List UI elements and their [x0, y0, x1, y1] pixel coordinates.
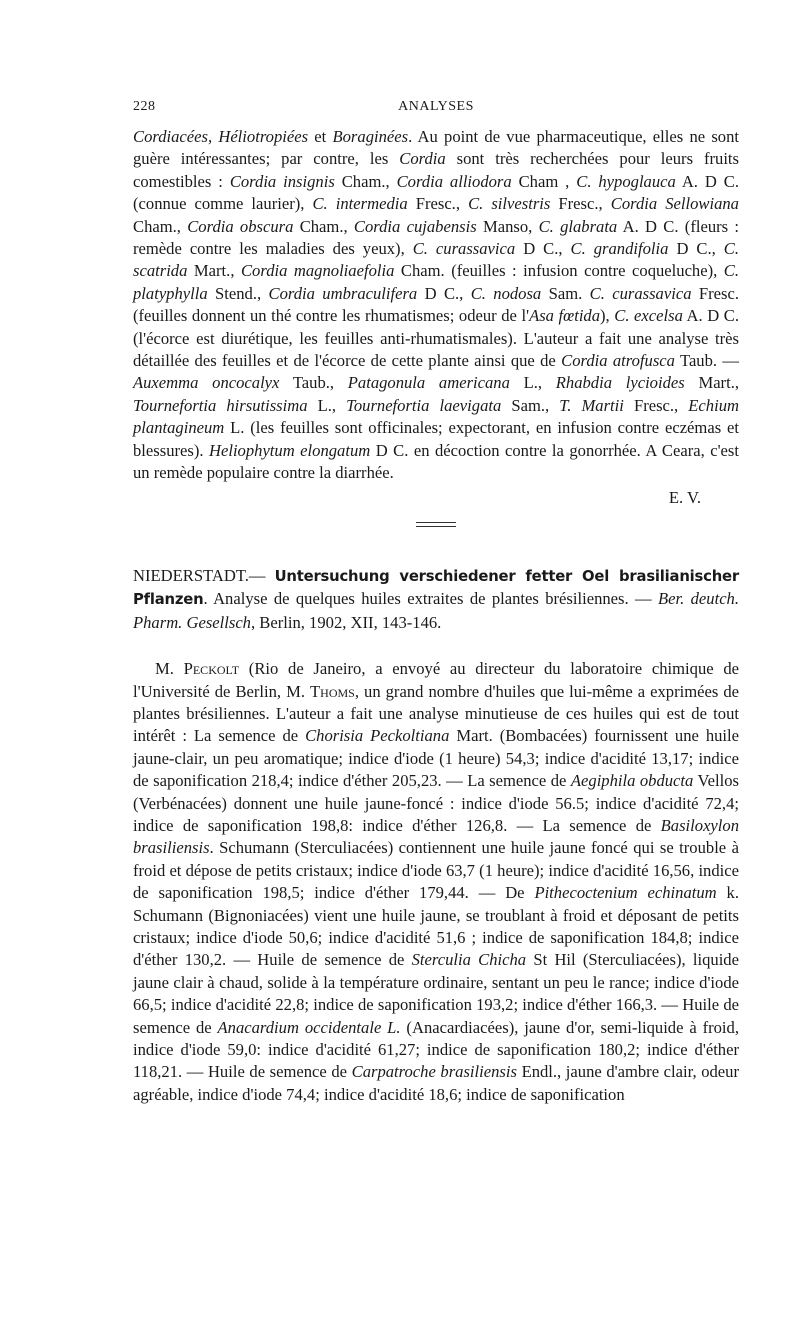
text-run: (Anacardiacées), jaune d'or, semi-liquide à froid, indice d'iode 59,0: indice d'acidité 61,27; indice de saponification 180,2; indice d'éther 118,21. — Huile de semence de: [133, 1017, 739, 1082]
text-run: Mart. (Bombacées) fournissent une huile jaune-clair, un peu aromatique; indice d'iode (1 heure) 54,3; indice d'acidité 13,17; indice de saponification 218,4; indice d'éther 205,23. — La semence de: [133, 726, 739, 791]
italic-run: Pithecoctenium echinatum: [534, 883, 717, 903]
text-run: A. D C. (fleurs : remède contre les maladies des yeux),: [133, 216, 739, 259]
text-run: L.,: [307, 395, 347, 415]
italic-run: Tournefortia hirsutissima: [133, 395, 308, 415]
page: [133, 96, 739, 1106]
author-name: Peckolt: [183, 659, 240, 679]
text-run: M.: [155, 659, 184, 679]
text-run: Stend.,: [207, 283, 269, 303]
text-run: A. D C. (connue comme laurier),: [133, 171, 739, 214]
text-run: Sam.: [541, 283, 590, 303]
text-run: . Schumann (Sterculiacées) contiennent une huile jaune foncé qui se trouble à froid et dépose de petits cristaux; indice d'iode 63,7 (1 heure); indice d'acidité 16,56, indice de saponification 198,5; indice d'éther 179,44. — De: [133, 838, 739, 903]
text-run: Mart.,: [684, 373, 739, 393]
text-run: D C. en décoction contre la gonorrhée. A Ceara, c'est un remède populaire contre la diarrhée.: [133, 440, 739, 483]
text-run: Fresc. (feuilles donnent un thé contre les rhumatismes; odeur de l': [133, 283, 739, 326]
article-1-body: [133, 126, 739, 485]
italic-run: Cordia atrofusca: [561, 351, 675, 371]
italic-run: Carpatroche brasiliensis: [351, 1062, 517, 1082]
italic-run: Cordia cujabensis: [353, 216, 477, 236]
italic-run: Heliophytum elongatum: [208, 440, 371, 460]
italic-run: Ber. deutch. Pharm. Gesellsch: [133, 589, 740, 632]
italic-run: Anacardium occidentale L.: [217, 1017, 401, 1037]
italic-run: Chorisia Peckoltiana: [305, 726, 450, 746]
text-run: Cham ,: [511, 171, 577, 191]
text-run: A. D C. (l'écorce est diurétique, les feuilles anti-rhumatismales). L'auteur a fait une analyse très détaillée des feuilles et de l'écorce de cette plante ainsi que de: [133, 306, 739, 371]
text-run: ),: [600, 306, 615, 326]
italic-run: C. hypoglauca: [576, 171, 676, 191]
text-run: Fresc.,: [623, 395, 689, 415]
text-run: sont très recherchées pour leurs fruits comestibles :: [133, 149, 739, 191]
italic-run: Cordia umbraculifera: [268, 283, 418, 303]
page-number: 228: [133, 99, 156, 114]
italic-run: Cordia insignis: [229, 171, 335, 191]
italic-run: C. excelsa: [614, 306, 683, 326]
text-run: . Analyse de quelques huiles extraites de plantes brésiliennes. —: [203, 589, 658, 609]
article-1-signature: E. V.: [668, 487, 701, 507]
text-run: Taub. —: [674, 351, 739, 371]
text-run: Fresc.,: [550, 194, 611, 214]
text-run: D C.,: [515, 239, 571, 259]
text-run: Cham.,: [133, 216, 188, 236]
italic-run: Tournefortia laevigata: [346, 395, 502, 415]
italic-run: Sterculia Chicha: [411, 950, 527, 970]
article-2-body: [133, 658, 739, 1106]
text-run: . Au point de vue pharmaceutique, elles ne sont guère intéressantes; par contre, les: [133, 127, 739, 169]
text-run: Manso,: [476, 216, 539, 236]
author-name: NIEDERSTADT.—: [133, 565, 275, 585]
italic-run: C. curassavica: [589, 283, 692, 303]
text-run: Fresc.,: [407, 194, 469, 214]
author-name: Thoms: [310, 681, 355, 701]
italic-run: Aegiphila obducta: [570, 771, 694, 791]
italic-run: Cordia alliodora: [396, 171, 512, 191]
text-run: D C.,: [417, 283, 471, 303]
italic-run: Cordia: [399, 149, 446, 169]
italic-run: C. scatrida: [133, 239, 740, 281]
text-run: , un grand nombre d'huiles que lui-même a exprimées de plantes brésiliennes. L'auteur a fait une analyse minutieuse de ces huiles qui est de tout intérêt : La semence de: [133, 681, 739, 746]
text-run: D C.,: [668, 239, 724, 259]
running-title: ANALYSES: [398, 99, 474, 114]
italic-run: Boraginées: [332, 127, 409, 146]
italic-run: C. nodosa: [470, 283, 542, 303]
italic-run: Cordiacées, Héliotropiées: [133, 127, 309, 146]
text-run: Vellos (Verbénacées) donnent une huile jaune-foncé : indice d'iode 56.5; indice d'acidité 72,4; indice de saponification 198,8: indice d'éther 126,8. — La semence de: [133, 771, 739, 835]
text-run: Cham. (feuilles : infusion contre coqueluche),: [394, 261, 724, 281]
section-divider: [416, 522, 456, 523]
italic-run: Asa fœtida: [529, 306, 601, 326]
text-run: Cham.,: [334, 171, 397, 191]
text-run: St Hil (Sterculiacées), liquide jaune clair à chaud, solide à la température ordinaire, sentant un peu le rance; indice d'iode 66,5; indice d'acidité 22,8; indice de saponification 193,2; indice d'éther 166,3. — Huile de semence de: [133, 950, 739, 1037]
running-head: [133, 96, 739, 118]
italic-run: C. glabrata: [538, 216, 618, 236]
text-run: (Rio de Janeiro, a envoyé au directeur du laboratoire chimique de l'Université de Berlin, M.: [133, 659, 739, 701]
italic-run: C. intermedia: [312, 194, 408, 214]
text-run: Sam.,: [501, 395, 560, 415]
italic-run: Cordia obscura: [187, 216, 294, 236]
italic-run: C. platyphylla: [133, 261, 739, 303]
text-run: L.,: [509, 373, 556, 393]
italic-run: C. silvestris: [468, 194, 551, 214]
text-run: k. Schumann (Bignoniacées) vient une huile jaune, se troublant à froid et déposant de petits cristaux; indice d'iode 50,6; indice d'acidité 51,6 ; indice de saponification 184,8; indice d'éther 130,2. — Huile de semence de: [133, 883, 739, 970]
bold-title: Untersuchung verschiedener fetter Oel brasilianischer Pflanzen: [133, 567, 739, 609]
article-2-heading: [133, 565, 739, 634]
italic-run: C. grandifolia: [570, 239, 669, 259]
text-run: , Berlin, 1902, XII, 143-146.: [250, 612, 442, 632]
text-run: et: [308, 127, 333, 146]
italic-run: T. Martii: [559, 395, 624, 415]
text-run: Mart.,: [187, 261, 241, 281]
text-run: Endl., jaune d'ambre clair, odeur agréable, indice d'iode 74,4; indice d'acidité 18,6; indice de saponification: [133, 1062, 739, 1104]
text-run: Cham.,: [293, 216, 354, 236]
italic-run: Auxemma oncocalyx: [133, 373, 280, 393]
italic-run: Cordia Sellowiana: [610, 194, 739, 214]
italic-run: Rhabdia lycioides: [555, 373, 685, 393]
italic-run: Cordia magnoliaefolia: [240, 261, 395, 281]
italic-run: Echium plantagineum: [133, 395, 739, 438]
italic-run: Patagonula americana: [347, 373, 510, 393]
text-run: L. (les feuilles sont officinales; expectorant, en infusion contre eczémas et blessures).: [133, 418, 739, 460]
section-divider-second: [416, 526, 456, 527]
italic-run: Basiloxylon brasiliensis: [133, 815, 739, 858]
text-run: Taub.,: [279, 373, 348, 393]
italic-run: C. curassavica: [412, 239, 516, 259]
